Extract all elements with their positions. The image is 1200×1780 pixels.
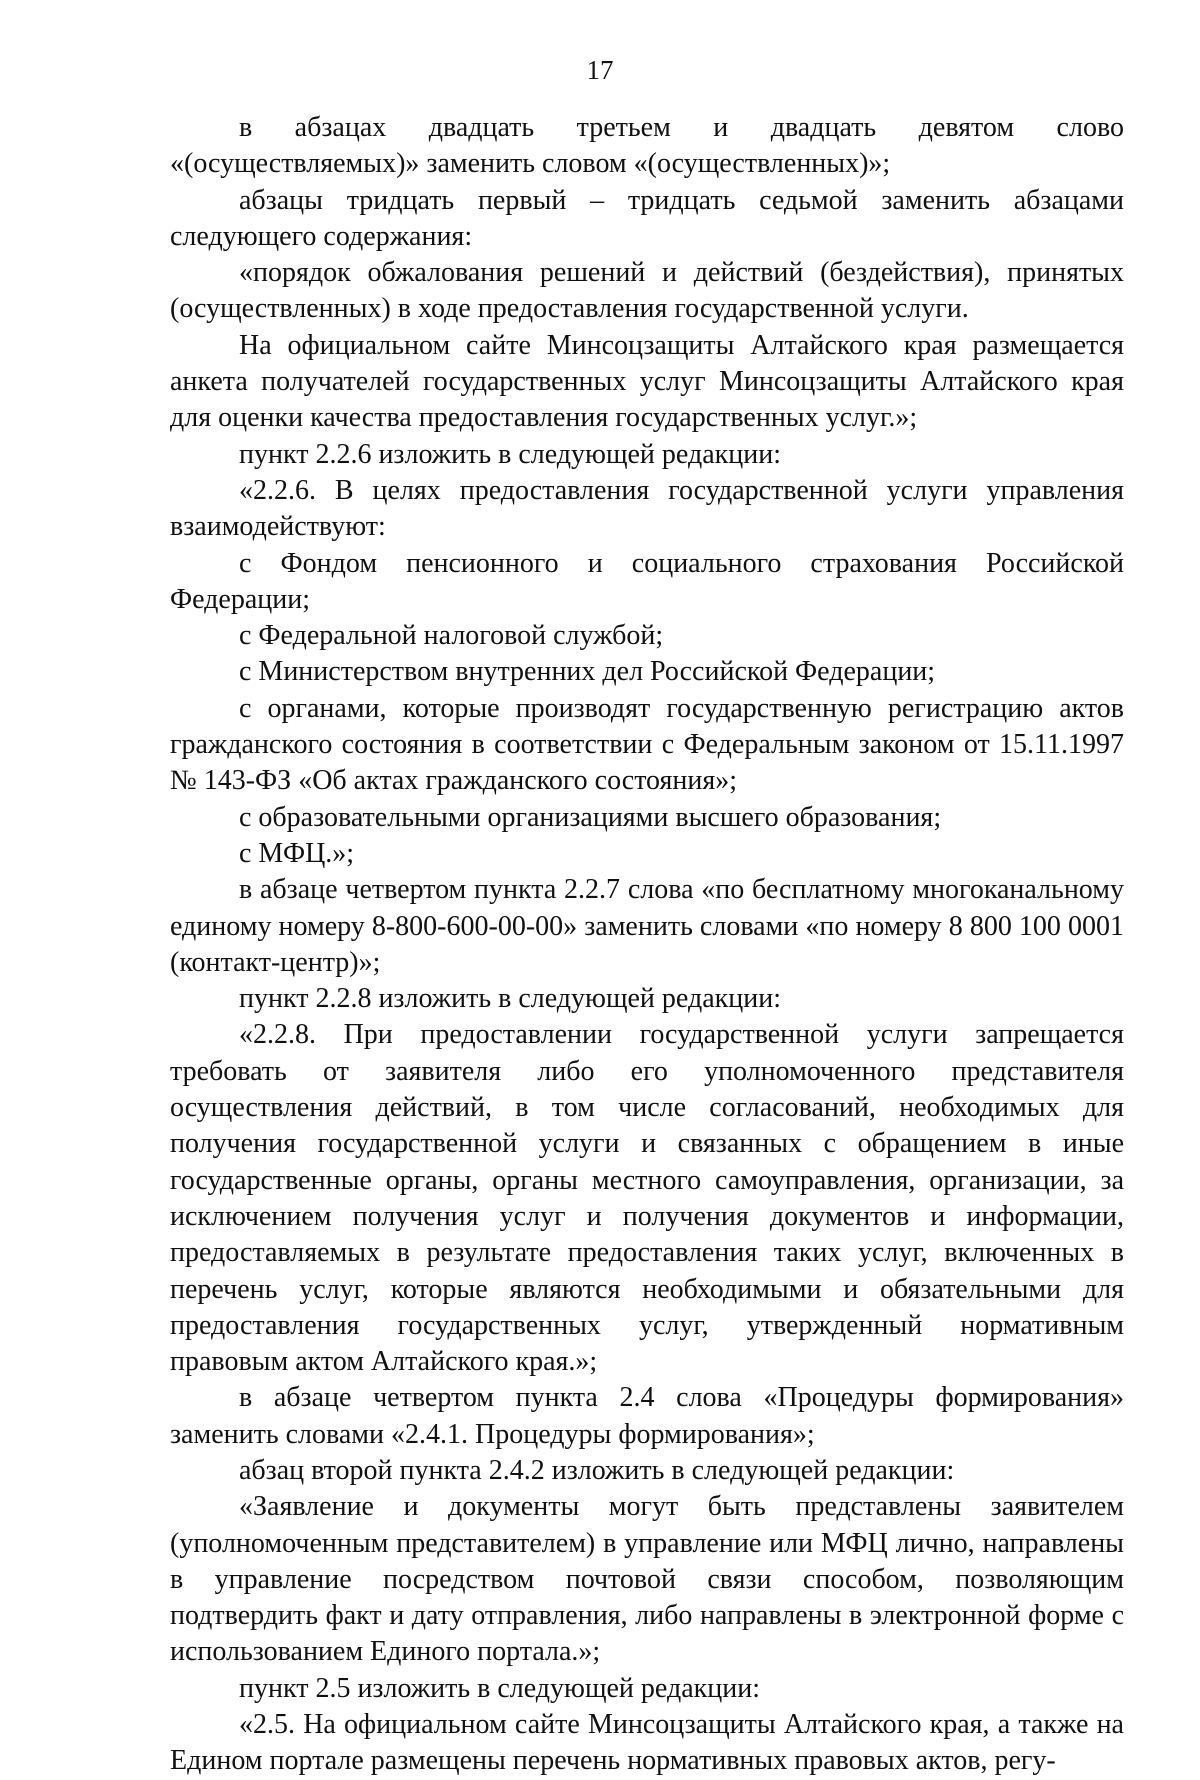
paragraph-7: с Фондом пенсионного и социального страхования Российской Федерации;	[170, 547, 1124, 615]
paragraph-5: пункт 2.2.6 изложить в следующей редакции:	[239, 438, 781, 470]
paragraph-3: «порядок обжалования решений и действий (бездействия), принятых (осуществленных) в ходе предоставления государственной услуги.	[170, 257, 1124, 325]
paragraph-8: с Федеральной налоговой службой;	[239, 620, 664, 652]
paragraph-18: «Заявление и документы могут быть представлены заявителем (уполномоченным представителем) в управление или МФЦ лично, направлены в управление посредством почтовой связи способом, позволяющим подтвердить факт и дату отправления, либо направлены в электронной форме с использованием Единого портала.»;	[170, 1491, 1124, 1668]
paragraph-17: абзац второй пункта 2.4.2 изложить в следующей редакции:	[239, 1454, 955, 1486]
paragraph-2: абзацы тридцать первый – тридцать седьмой заменить абзацами следующего содержания:	[170, 184, 1124, 252]
paragraph-14: пункт 2.2.8 изложить в следующей редакции:	[239, 983, 781, 1015]
page-number: 17	[586, 55, 614, 85]
paragraph-1: в абзацах двадцать третьем и двадцать девятом слово «(осуществляемых)» заменить словом «(осуществленных)»;	[170, 112, 1124, 180]
paragraph-9: с Министерством внутренних дел Российской Федерации;	[239, 656, 936, 688]
document-body	[170, 110, 1124, 1780]
paragraph-16: в абзаце четвертом пункта 2.4 слова «Процедуры формирования» заменить словами «2.4.1. Процедуры формирования»;	[170, 1382, 1124, 1450]
paragraph-6: «2.2.6. В целях предоставления государственной услуги управления взаимодействуют:	[170, 474, 1124, 543]
paragraph-4: На официальном сайте Минсоцзащиты Алтайского края размещается анкета получателей государственных услуг Минсоцзащиты Алтайского края для оценки качества предоставления государственных услуг.»;	[170, 329, 1124, 434]
paragraph-15: «2.2.8. При предоставлении государственной услуги запрещается требовать от заявителя либо его уполномоченного представителя осуществления действий, в том числе согласований, необходимых для получения государственной услуги и связанных с обращением в иные государственные органы, органы местного самоуправления, организации, за исключением получения услуг и получения документов и информации, предоставляемых в результате предоставления таких услуг, включенных в перечень услуг, которые являются необходимыми и обязательными для предоставления государственных услуг, утвержденный нормативным правовым актом Алтайского края.»;	[170, 1019, 1124, 1378]
paragraph-20: «2.5. На официальном сайте Минсоцзащиты Алтайского края, а также на Едином портале размещены перечень нормативных правовых актов, регу-	[170, 1709, 1124, 1777]
paragraph-13: в абзаце четвертом пункта 2.2.7 слова «по бесплатному многоканальному единому номеру 8-800-600-00-00» заменить словами «по номеру 8 800 100 0001 (контакт-центр)»;	[170, 874, 1124, 978]
paragraph-19: пункт 2.5 изложить в следующей редакции:	[239, 1672, 760, 1704]
paragraph-12: с МФЦ.»;	[239, 837, 355, 869]
paragraph-11: с образовательными организациями высшего образования;	[239, 801, 942, 833]
paragraph-10: с органами, которые производят государственную регистрацию актов гражданского состояния в соответствии с Федеральным законом от 15.11.1997 № 143-ФЗ «Об актах гражданского состояния»;	[170, 692, 1124, 797]
